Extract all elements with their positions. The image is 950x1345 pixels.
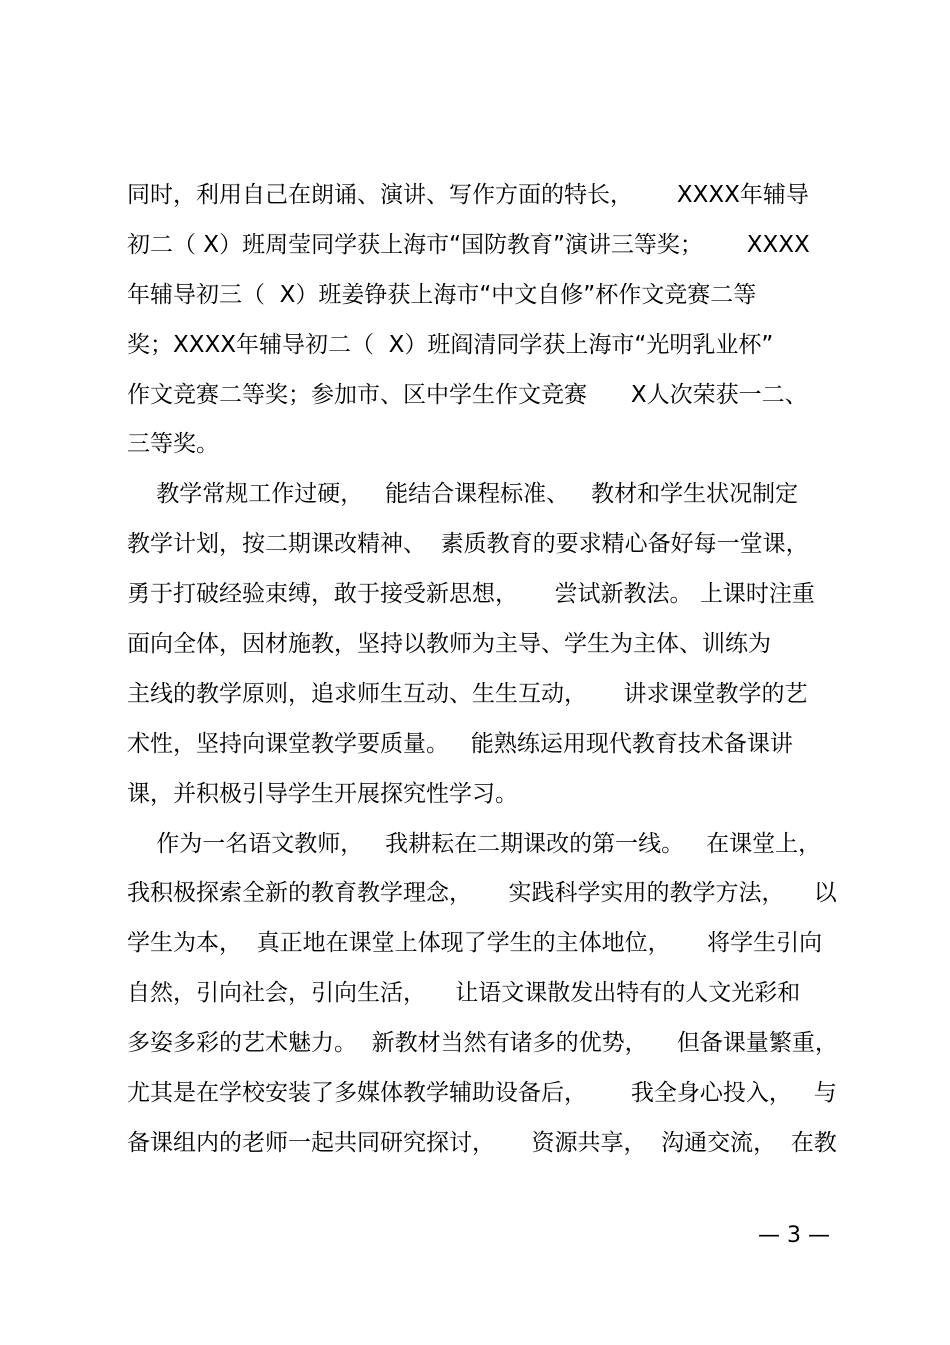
paragraph-2-line-3: 勇于打破经验束缚，敢于接受新思想， 尝试新教法。 上课时注重: [127, 581, 815, 607]
page-number: — 3 —: [758, 1223, 830, 1248]
paragraph-3-line-1: 作为一名语文教师， 我耕耘在二期课改的第一线。 在课堂上，: [127, 831, 822, 857]
paragraph-1-line-3: 年辅导初三（ X）班姜铮获上海市“中文自修”杯作文竞赛二等: [127, 282, 757, 308]
paragraph-2-line-5: 主线的教学原则，追求师生互动、生生互动， 讲求课堂教学的艺: [127, 681, 808, 707]
paragraph-3-line-2: 我积极探索全新的教育教学理念， 实践科学实用的教学方法， 以: [127, 880, 837, 906]
paragraph-3-line-4: 自然，引向社会，引向生活， 让语文课散发出特有的人文光彩和: [127, 980, 801, 1006]
paragraph-3-line-3: 学生为本， 真正地在课堂上体现了学生的主体地位， 将学生引向: [127, 930, 823, 956]
paragraph-2-line-4: 面向全体，因材施教，坚持以教师为主导、学生为主体、训练为: [127, 631, 771, 657]
paragraph-2-line-7: 课，并积极引导学生开展探究性学习。: [127, 781, 518, 807]
paragraph-2-line-2: 教学计划，按二期课改精神、 素质教育的要求精心备好每一堂课，: [127, 531, 809, 557]
paragraph-3-line-5: 多姿多彩的艺术魅力。 新教材当然有诸多的优势， 但备课量繁重，: [127, 1030, 838, 1056]
paragraph-3-line-6: 尤其是在学校安装了多媒体教学辅助设备后， 我全身心投入， 与: [127, 1080, 837, 1106]
paragraph-1-line-4: 奖；XXXX年辅导初二（ X）班阎清同学获上海市“光明乳业杯”: [127, 332, 774, 358]
paragraph-2-line-1: 教学常规工作过硬， 能结合课程标准、 教材和学生状况制定: [127, 481, 799, 507]
paragraph-1-line-5: 作文竞赛二等奖；参加市、区中学生作文竞赛 X人次荣获一二、: [127, 382, 808, 408]
paragraph-1-line-6: 三等奖。: [127, 431, 219, 457]
paragraph-1-line-2: 初二（ X）班周莹同学获上海市“国防教育”演讲三等奖； XXXX: [127, 232, 810, 258]
paragraph-3-line-7: 备课组内的老师一起共同研究探讨， 资源共享， 沟通交流， 在教: [127, 1130, 837, 1156]
paragraph-1-line-1: 同时，利用自己在朗诵、演讲、写作方面的特长， XXXX年辅导: [127, 182, 809, 208]
paragraph-2-line-6: 术性，坚持向课堂教学要质量。 能熟练运用现代教育技术备课讲: [127, 731, 793, 757]
